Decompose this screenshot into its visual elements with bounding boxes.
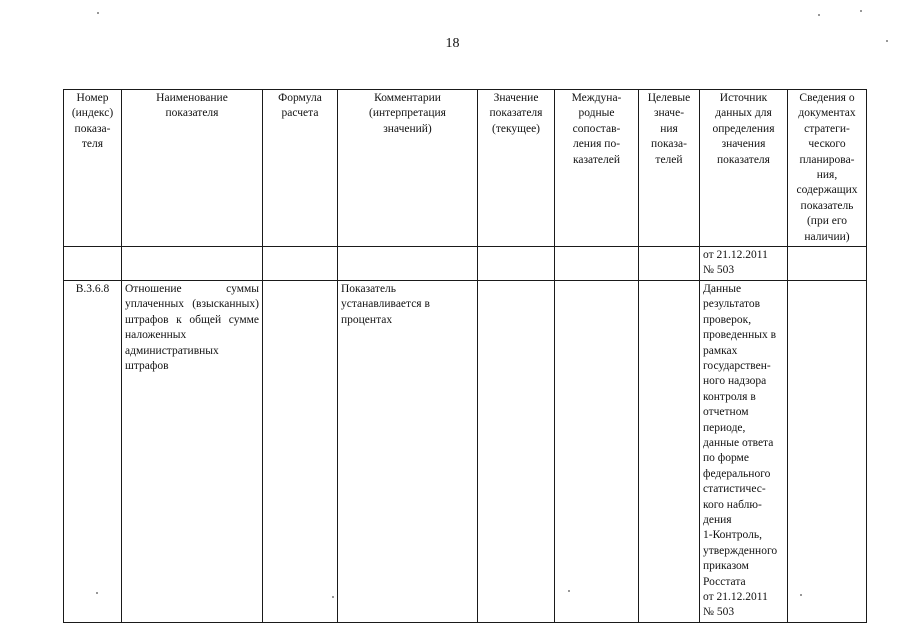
cell-international (555, 280, 639, 622)
scan-speck (886, 40, 888, 42)
cell-current-value (478, 280, 555, 622)
table-header-row (64, 90, 867, 247)
scan-speck (96, 592, 98, 594)
scan-speck (860, 10, 862, 12)
cell-empty (555, 247, 639, 281)
cell-empty (263, 247, 338, 281)
indicator-table (63, 89, 867, 623)
cell-empty (788, 247, 867, 281)
cell-documents (788, 280, 867, 622)
header-international: Междуна- родные сопостав- ления по- казателей (555, 90, 639, 247)
cell-name: Отношение суммы уплаченных (взысканных) штрафов к общей сумме наложенных административных штрафов (122, 280, 263, 622)
scan-speck (800, 594, 802, 596)
scan-speck (818, 14, 820, 16)
cell-formula (263, 280, 338, 622)
header-source: Источник данных для определения значения показателя (700, 90, 788, 247)
header-target: Целевые значе- ния показа- телей (639, 90, 700, 247)
header-current-value: Значение показателя (текущее) (478, 90, 555, 247)
cell-source: Данные результатов проверок, проведенных в рамках государствен- ного надзора контроля в отчетном периоде, данные ответа по форме федерального статистичес- кого наблю- дения 1-Контроль, утвержденного приказом Росстата от 21.12.2011 № 503 (700, 280, 788, 622)
cell-comment: Показатель устанавливается в процентах (338, 280, 478, 622)
header-index: Номер (индекс) показа- теля (64, 90, 122, 247)
cell-empty (639, 247, 700, 281)
table-row-continuation (64, 247, 867, 281)
cell-empty (64, 247, 122, 281)
scan-speck (568, 590, 570, 592)
cell-empty (122, 247, 263, 281)
cell-target (639, 280, 700, 622)
header-documents: Сведения о документах стратеги- ческого планирова- ния, содержащих показатель (при его наличии) (788, 90, 867, 247)
cell-index: В.3.6.8 (64, 280, 122, 622)
cell-empty (478, 247, 555, 281)
page-number: 18 (445, 36, 460, 51)
scan-speck (332, 596, 334, 598)
table-row (64, 280, 867, 622)
cell-empty (338, 247, 478, 281)
header-formula: Формула расчета (263, 90, 338, 247)
header-name: Наименование показателя (122, 90, 263, 247)
cell-source-continuation: от 21.12.2011 № 503 (700, 247, 788, 281)
scan-speck (97, 12, 99, 14)
header-comment: Комментарии (интерпретация значений) (338, 90, 478, 247)
